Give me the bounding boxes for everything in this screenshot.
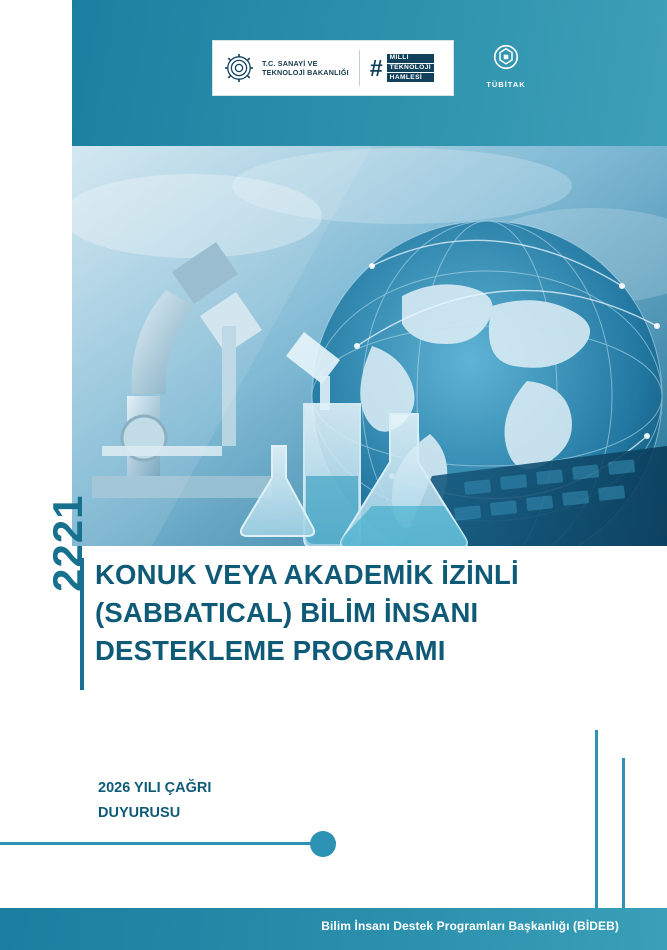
title-line-3: DESTEKLEME PROGRAMI xyxy=(95,635,446,666)
milli-word: MİLLİ xyxy=(387,54,434,63)
tubitak-emblem-icon xyxy=(491,59,521,76)
title-line-2: (SABBATICAL) BİLİM İNSANI xyxy=(95,597,479,628)
page-title xyxy=(95,556,635,670)
decorative-vertical-line-outer xyxy=(595,730,598,910)
hamlesi-word: HAMLESİ xyxy=(387,73,434,82)
ministry-name-line2: TEKNOLOJİ BAKANLIĞI xyxy=(262,68,349,77)
call-notice-line-2: DUYURUSU xyxy=(98,805,181,821)
decorative-dot xyxy=(310,831,336,857)
tubitak-logo xyxy=(482,42,530,89)
hashtag-icon: # xyxy=(369,54,383,81)
left-margin-strip xyxy=(0,0,72,950)
decorative-horizontal-line xyxy=(0,842,336,845)
milli-teknoloji-wordmark xyxy=(387,54,434,83)
gear-emblem-icon xyxy=(223,52,255,84)
teknoloji-word: TEKNOLOJİ xyxy=(387,64,434,73)
call-notice xyxy=(98,776,428,826)
ministry-name xyxy=(262,59,349,78)
hero-image xyxy=(72,146,667,546)
ministry-logo-lockup xyxy=(212,40,454,96)
tubitak-wordmark: TÜBİTAK xyxy=(486,80,526,89)
ministry-logo xyxy=(223,52,359,84)
ministry-name-line1: T.C. SANAYİ VE xyxy=(262,58,318,68)
decorative-vertical-line-inner xyxy=(622,758,625,910)
footer-department: Bilim İnsanı Destek Programları Başkanlığı (BİDEB) xyxy=(321,919,619,933)
call-notice-line-1: 2026 YILI ÇAĞRI xyxy=(98,780,212,796)
program-number: 2221 xyxy=(44,494,91,592)
milli-teknoloji-logo xyxy=(360,54,434,83)
title-line-1: KONUK VEYA AKADEMİK İZİNLİ xyxy=(95,559,519,590)
